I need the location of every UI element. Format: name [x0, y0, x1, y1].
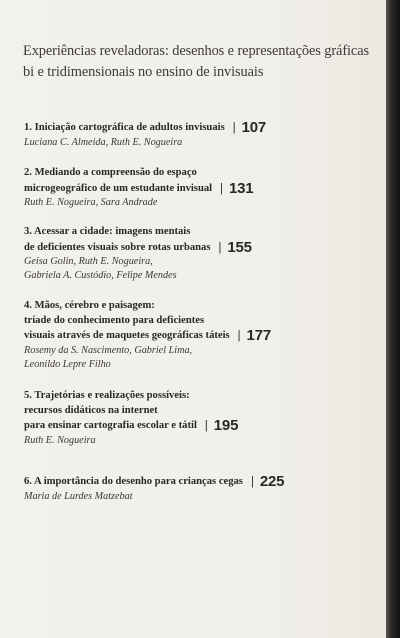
separator: | — [250, 473, 254, 488]
toc-entry-4 — [24, 299, 369, 372]
entry-title-line: 6. A importância do desenho para crianças cegas | 225 — [24, 473, 285, 490]
toc-entry-1 — [24, 120, 369, 150]
page-number: 177 — [246, 327, 271, 344]
page-number: 155 — [227, 238, 252, 256]
page-number: 131 — [229, 179, 254, 197]
entry-title-line: de deficientes visuais sobre rotas urbanas | 155 — [24, 238, 252, 256]
entry-authors: Geisa Golin, Ruth E. Nogueira, Gabriela A. Custódio, Felipe Mendes — [24, 256, 177, 281]
separator: | — [232, 119, 236, 134]
page-number: 107 — [241, 119, 267, 136]
entry-authors: Rosemy da S. Nascimento, Gabriel Lima, Leonildo Lepre Filho — [24, 344, 193, 370]
entry-title-line: visuais através de maquetes geográficas táteis | 177 — [24, 327, 271, 344]
toc-entry-3 — [24, 225, 369, 283]
entry-authors: Ruth E. Nogueira, Sara Andrade — [24, 197, 158, 208]
entry-title: 2. Mediando a compreensão do espaço microgeográfico de um estudante invisual | 131 — [24, 166, 369, 196]
entry-authors: Maria de Lurdes Matzebat — [24, 490, 133, 502]
toc-entry-6 — [24, 474, 369, 504]
entry-title-line: microgeográfico de um estudante invisual | 131 — [24, 179, 254, 197]
section-title: Experiências reveladoras: desenhos e representações gráficas bi e tridimensionais no ensino de invisuais — [23, 43, 369, 80]
entry-title: 4. Mãos, cérebro e paisagem: tríade do conhecimento para deficientes visuais através de maquetes geográficas táteis | 177 — [24, 299, 369, 344]
toc-entry-5 — [24, 389, 369, 448]
separator: | — [237, 327, 241, 342]
entry-title: 5. Trajetórias e realizações possíveis: recursos didáticos na internet para ensinar cartografia escolar e tátil | 195 — [24, 389, 369, 434]
entry-title: 3. Acessar a cidade: imagens mentais de deficientes visuais sobre rotas urbanas | 155 — [24, 225, 369, 255]
separator: | — [218, 238, 222, 254]
entry-title-line: 1. Iniciação cartográfica de adultos invisuais | 107 — [24, 119, 267, 136]
entry-authors: Ruth E. Nogueira — [24, 434, 96, 446]
entry-title — [24, 474, 369, 490]
toc-entry-2 — [24, 166, 369, 210]
separator: | — [204, 417, 208, 432]
entry-title-line: para ensinar cartografia escolar e tátil | 195 — [24, 417, 239, 434]
separator: | — [220, 179, 224, 195]
entry-authors: Luciana C. Almeida, Ruth E. Nogueira — [24, 136, 183, 148]
page-edge-shadow — [386, 0, 400, 638]
entry-title — [24, 120, 369, 136]
page-number: 195 — [213, 417, 239, 434]
page-number: 225 — [259, 473, 285, 490]
